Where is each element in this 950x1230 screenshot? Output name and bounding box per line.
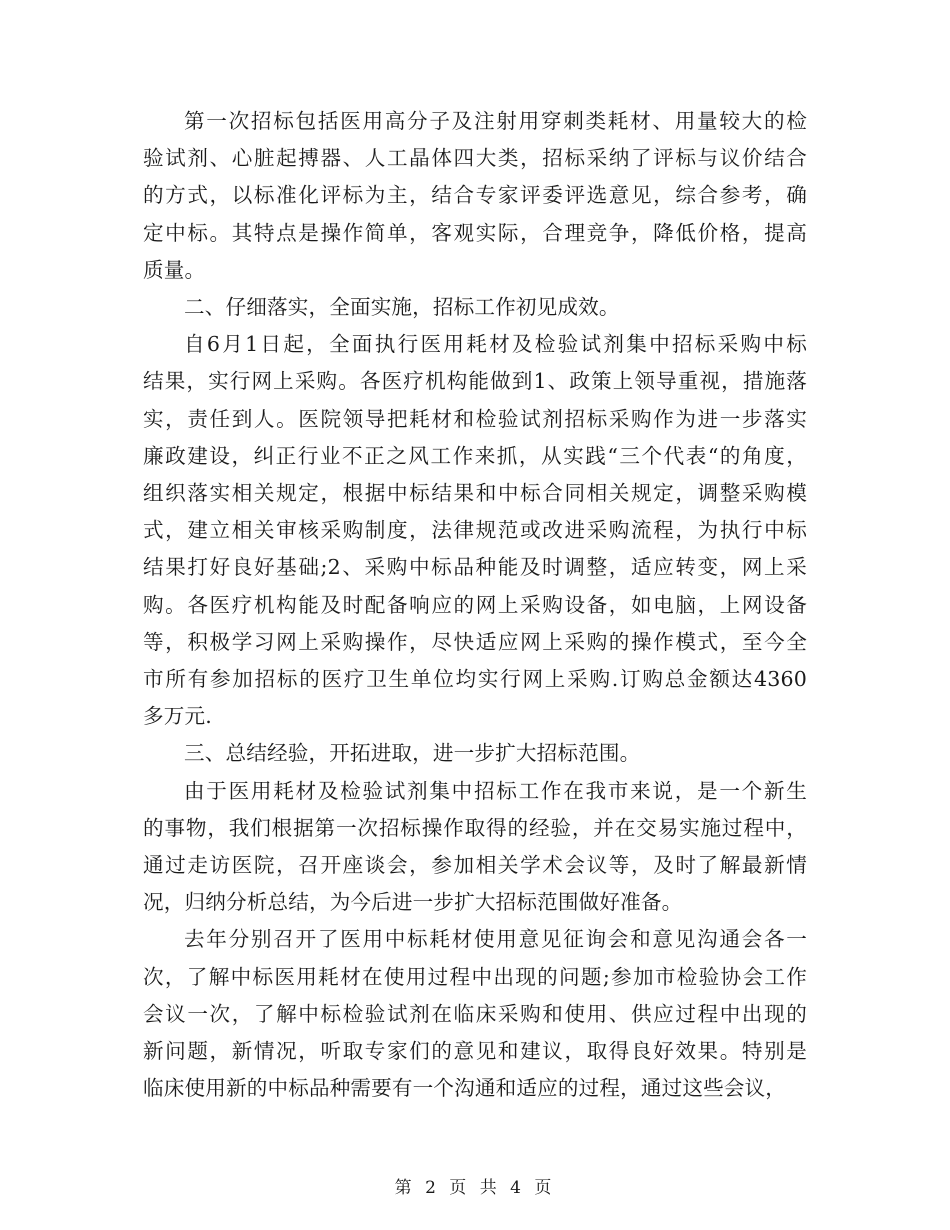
text-line: 次，了解中标医用耗材在使用过程中出现的问题;参加市检验协会工作 xyxy=(143,964,807,989)
text-line: 等，积极学习网上采购操作，尽快适应网上采购的操作模式，至今全 xyxy=(143,629,807,654)
text-line: 新问题，新情况，听取专家们的意见和建议，取得良好效果。特别是 xyxy=(143,1039,807,1064)
text-line: 临床使用新的中标品种需要有一个沟通和适应的过程，通过这些会议， xyxy=(143,1076,787,1101)
text-line: 由于医用耗材及检验试剂集中招标工作在我市来说，是一个新生 xyxy=(184,778,807,803)
paragraph xyxy=(143,326,807,735)
text-line: 三、总结经验，开拓进取，进一步扩大招标范围。 xyxy=(184,741,641,766)
paragraph xyxy=(143,773,807,922)
text-line: 多万元. xyxy=(143,704,212,729)
text-line: 实，责任到人。医院领导把耗材和检验试剂招标采购作为进一步落实 xyxy=(143,406,807,431)
text-line: 质量。 xyxy=(143,257,206,282)
text-line: 二、仔细落实，全面实施，招标工作初见成效。 xyxy=(184,295,620,320)
text-line: 购。各医疗机构能及时配备响应的网上采购设备，如电脑，上网设备 xyxy=(143,592,807,617)
text-line: 第一次招标包括医用高分子及注射用穿刺类耗材、用量较大的检 xyxy=(184,109,807,133)
text-line: 通过走访医院，召开座谈会，参加相关学术会议等，及时了解最新情 xyxy=(143,853,807,878)
text-line: 定中标。其特点是操作简单，客观实际，合理竞争，降低价格，提高 xyxy=(143,220,807,245)
text-line: 验试剂、心脏起搏器、人工晶体四大类，招标采纳了评标与议价结合 xyxy=(143,146,807,171)
text-line: 廉政建设，纠正行业不正之风工作来抓，从实践“三个代表“的角度， xyxy=(143,443,807,468)
text-line: 的方式，以标准化评标为主，结合专家评委评选意见，综合参考，确 xyxy=(143,183,807,208)
text-line: 结果，实行网上采购。各医疗机构能做到1、政策上领导重视，措施落 xyxy=(143,369,807,394)
text-line: 组织落实相关规定，根据中标结果和中标合同相关规定，调整采购模 xyxy=(143,481,807,506)
text-line: 市所有参加招标的医疗卫生单位均实行网上采购.订购总金额达4360 xyxy=(143,667,807,692)
paragraph xyxy=(143,921,807,1107)
text-line: 会议一次，了解中标检验试剂在临床采购和使用、供应过程中出现的 xyxy=(143,1001,807,1026)
text-line: 自6月1日起，全面执行医用耗材及检验试剂集中招标采购中标 xyxy=(184,332,807,357)
text-line: 式，建立相关审核采购制度，法律规范或改进采购流程，为执行中标 xyxy=(143,518,807,543)
paragraph xyxy=(143,735,807,772)
paragraph xyxy=(143,103,807,289)
paragraph xyxy=(143,289,807,326)
text-line: 况，归纳分析总结，为今后进一步扩大招标范围做好准备。 xyxy=(143,890,683,915)
text-line: 去年分别召开了医用中标耗材使用意见征询会和意见沟通会各一 xyxy=(184,927,807,952)
text-line: 结果打好良好基础;2、采购中标品种能及时调整，适应转变，网上采 xyxy=(143,555,807,580)
document-body xyxy=(143,103,807,1107)
page-footer: 第 2 页 共 4 页 xyxy=(394,1178,556,1198)
text-line: 的事物，我们根据第一次招标操作取得的经验，并在交易实施过程中， xyxy=(143,815,807,840)
